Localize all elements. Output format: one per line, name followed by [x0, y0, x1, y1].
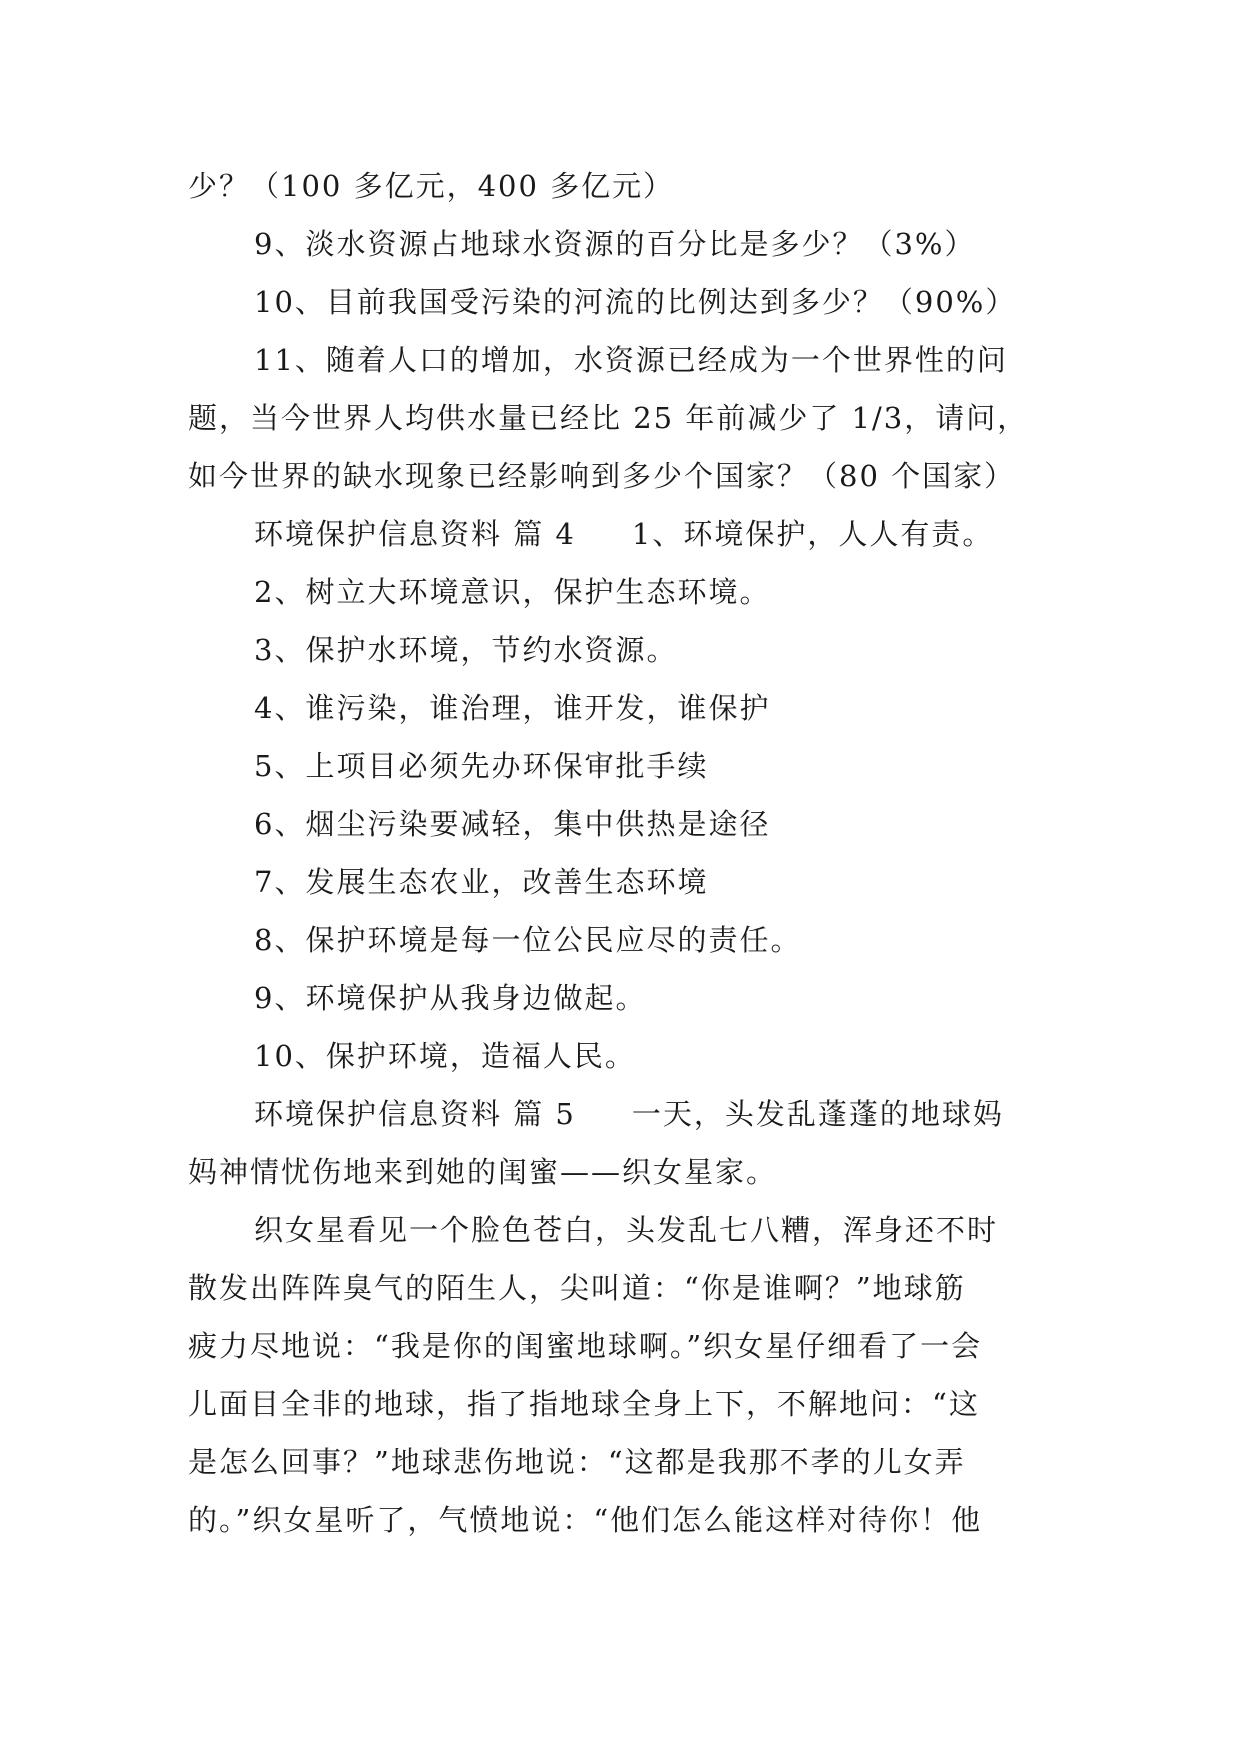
text-line: 11、随着人口的增加，水资源已经成为一个世界性的问 [254, 343, 1008, 377]
story-line: 的。”织女星听了，气愤地说：“他们怎么能这样对待你！他 [188, 1503, 983, 1537]
section-4-item: 2、树立大环境意识，保护生态环境。 [254, 575, 771, 609]
text-line: 题，当今世界人均供水量已经比 25 年前减少了 1/3，请问， [188, 401, 1029, 435]
section-5-heading-line [188, 1085, 1048, 1143]
section-4-item: 10、保护环境，造福人民。 [254, 1039, 636, 1073]
section-4-item: 6、烟尘污染要减轻，集中供热是途径 [254, 807, 771, 841]
story-line: 散发出阵阵臭气的陌生人，尖叫道：“你是谁啊？”地球筋 [188, 1271, 966, 1305]
section-4-item: 7、发展生态农业，改善生态环境 [254, 865, 709, 899]
story-line: 是怎么回事？”地球悲伤地说：“这都是我那不孝的儿女弄 [188, 1445, 966, 1479]
story-line: 疲力尽地说：“我是你的闺蜜地球啊。”织女星仔细看了一会 [188, 1329, 983, 1363]
section-4-item: 9、环境保护从我身边做起。 [254, 981, 647, 1015]
story-text: 一天，头发乱蓬蓬的地球妈 [631, 1097, 1004, 1131]
text-line: 10、目前我国受污染的河流的比例达到多少？（90%） [254, 285, 1017, 319]
story-line: 儿面目全非的地球，指了指地球全身上下，不解地问：“这 [188, 1387, 980, 1421]
document-body [188, 157, 1048, 1549]
story-line: 织女星看见一个脸色苍白，头发乱七八糟，浑身还不时 [254, 1213, 999, 1247]
story-line: 妈神情忧伤地来到她的闺蜜——织女星家。 [188, 1155, 778, 1189]
section-4-item: 5、上项目必须先办环保审批手续 [254, 749, 709, 783]
section-4-heading-line [188, 505, 1048, 563]
section-4-heading: 环境保护信息资料 篇 4 [254, 517, 576, 551]
text-line: 少？（100 多亿元，400 多亿元） [188, 169, 675, 203]
section-4-item: 4、谁污染，谁治理，谁开发，谁保护 [254, 691, 771, 725]
section-4-item: 1、环境保护，人人有责。 [631, 517, 994, 551]
section-4-item: 8、保护环境是每一位公民应尽的责任。 [254, 923, 802, 957]
section-4-item: 3、保护水环境，节约水资源。 [254, 633, 678, 667]
section-5-heading: 环境保护信息资料 篇 5 [254, 1097, 576, 1131]
text-line: 9、淡水资源占地球水资源的百分比是多少？（3%） [254, 227, 976, 261]
text-line: 如今世界的缺水现象已经影响到多少个国家？（80 个国家） [188, 459, 1016, 493]
